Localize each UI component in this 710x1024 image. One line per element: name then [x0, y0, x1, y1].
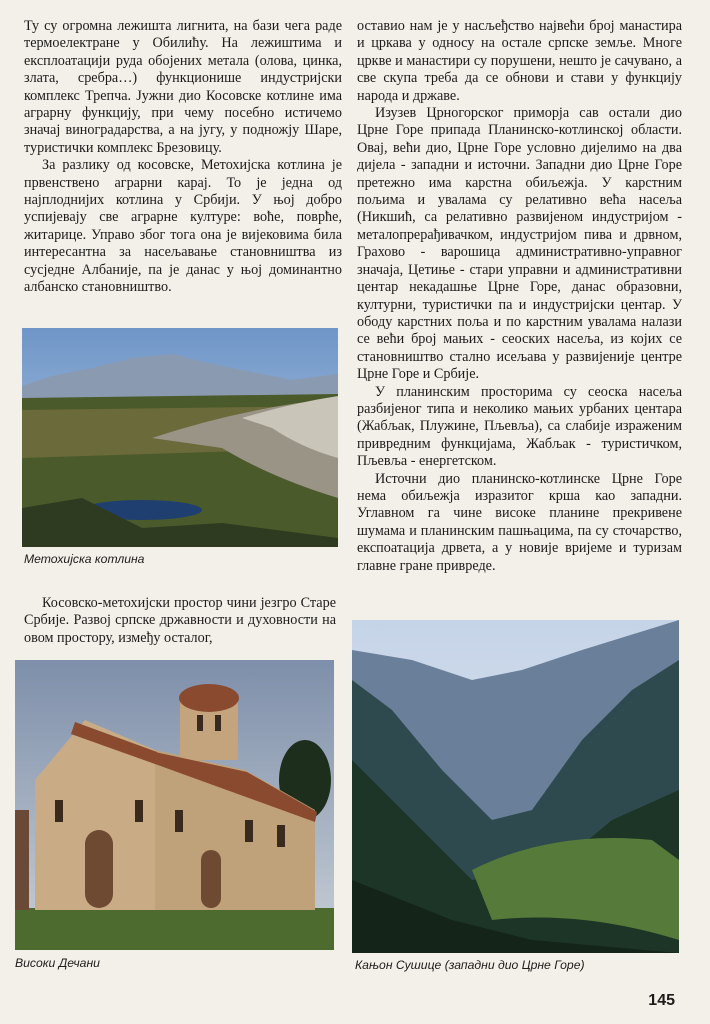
- caption-susica: Кањон Сушице (западни дио Црне Горе): [355, 958, 585, 972]
- paragraph: У планинским просторима су сеоска насеља разбијеног типа и неколико мањих урбаних центара (Жабљак, Плужине, Пљевља), са слабије израженим привредним функцијама, Жабљак - туристичком, Пљевља - енергетском.: [357, 383, 682, 470]
- paragraph: Косовско-метохијски простор чини језгро Старе Србије. Развој српске државности и духовности на овом простору, између осталог,: [24, 595, 336, 646]
- left-column-text: [24, 18, 342, 297]
- paragraph: За разлику од косовске, Метохијска котлина је првенствено аграрни карај. То је једна од најплоднијих котлина у Србији. У њој добро успијевају све аграрне културе: воће, поврће, житарице. Управо због тога она је вијековима била интересантна за насељавање становништва из сусједне Албаније, па је данас у њој доминантно албанско становништво.: [24, 157, 342, 296]
- caption-decani: Високи Дечани: [15, 956, 100, 970]
- paragraph: Изузев Црногорског приморја сав остали дио Црне Горе припада Планинско-котлинској области. Овај, већи дио, Црне Горе условно дијелимо на два дијела - западни и источни. Западни дио Црне Горе претежно има карстна обиљежја. У карстним пољима и увалама су релативно већа насеља (Никшић, са релативно развијеном индустријом - металопрерађивачком, индустријом пива и дрвном, Грахово - варошица административно-управног значаја, Цетиње - стари управни и административни центар некадашње Црне Горе, данас образовни, културни, туристички па и индустријски центар. У ободу карстних поља и по карстним увалама налази се већи број мањих - сеоских насеља, из којих се становништво стално исељава у развијеније центре Црне Горе и Србије.: [357, 105, 682, 383]
- photo-metohija-basin: [22, 328, 338, 547]
- paragraph: оставио нам је у насљеђство највећи број манастира и цркава у односу на остале српске земље. Многе цркве и манастири су порушени, нешто је сачувано, а све скупа треба да се обнови и стави у функцију народа и државе.: [357, 18, 682, 104]
- photo-susica-canyon: [352, 620, 679, 953]
- paragraph: Источни дио планинско-котлинске Црне Горе нема обиљежја изразитог крша као западни. Углавном га чине високе планине прекривене шумама и планинским пашњацима, па су сточарство, експоатација дрвета, а у новије вријеме и туризам главне гране привреде.: [357, 470, 682, 574]
- photo-visoki-decani: [15, 660, 334, 950]
- page-number: 145: [648, 992, 675, 1009]
- right-column-text: [357, 18, 682, 575]
- lower-left-text: [24, 595, 336, 647]
- paragraph: Ту су огромна лежишта лигнита, на бази чега раде термоелектране у Обилићу. На лежиштима и експлоатацији руда обојених метала (олова, цинка, злата, сребра…) функционише индустријски комплекс Трепча. Јужни дио Косовске котлине има аграрну функцију, при чему посебно истичемо значај виноградарства, а на југу, у подножју Шаре, туристички комплекс Брезовицу.: [24, 18, 342, 156]
- caption-metohija: Метохијска котлина: [24, 552, 145, 566]
